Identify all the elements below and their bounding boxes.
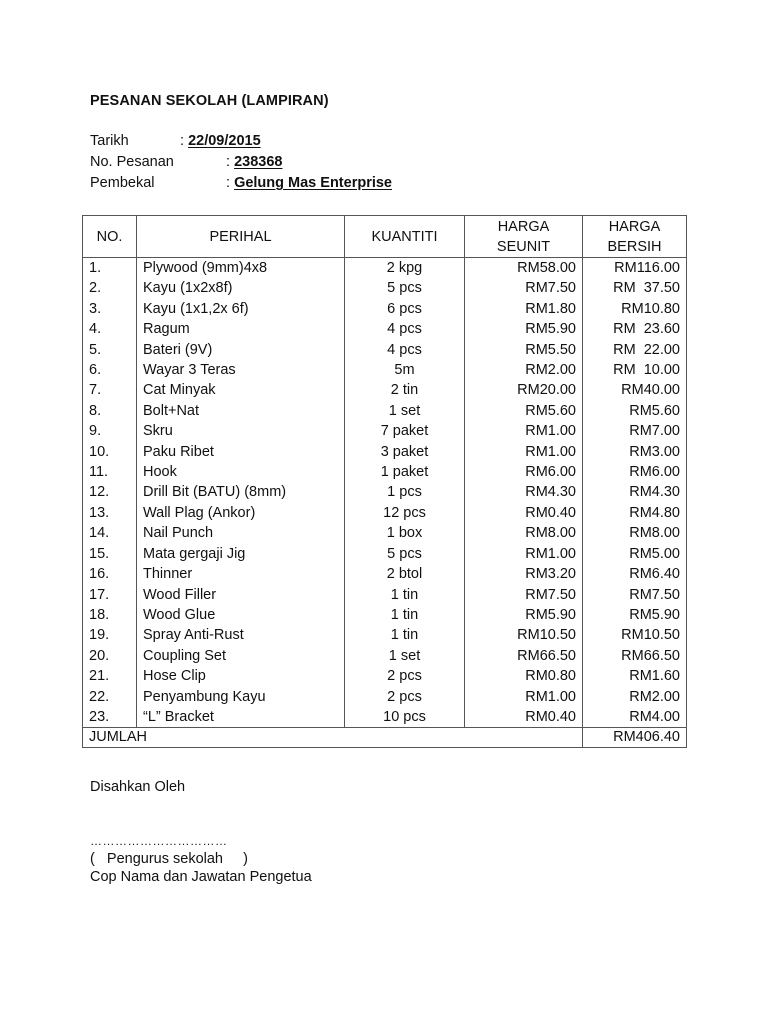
- cell-desc: Wood Filler: [137, 585, 345, 605]
- cell-net-price: RM5.60: [583, 401, 687, 421]
- cell-no: 6.: [83, 360, 137, 380]
- table-row: [83, 707, 687, 728]
- cell-no: 10.: [83, 442, 137, 462]
- cell-desc: Wall Plag (Ankor): [137, 503, 345, 523]
- cell-no: 3.: [83, 299, 137, 319]
- cell-unit-price: RM10.50: [465, 625, 583, 645]
- cell-desc: Hook: [137, 462, 345, 482]
- cell-desc: Kayu (1x1,2x 6f): [137, 299, 345, 319]
- table-row: [83, 258, 687, 279]
- date-value: 22/09/2015: [188, 133, 261, 149]
- approved-by-label: Disahkan Oleh: [90, 779, 186, 795]
- cell-qty: 1 set: [345, 401, 465, 421]
- cell-qty: 1 set: [345, 646, 465, 666]
- table-row: [83, 401, 687, 421]
- total-value: RM406.40: [583, 728, 687, 748]
- cell-unit-price: RM1.80: [465, 299, 583, 319]
- cell-desc: Drill Bit (BATU) (8mm): [137, 482, 345, 502]
- cell-unit-price: RM1.00: [465, 442, 583, 462]
- cell-qty: 5 pcs: [345, 544, 465, 564]
- items-table: [82, 215, 687, 748]
- cell-net-price: RM2.00: [583, 687, 687, 707]
- cell-no: 9.: [83, 421, 137, 441]
- cell-unit-price: RM5.90: [465, 319, 583, 339]
- table-row: [83, 605, 687, 625]
- cell-no: 15.: [83, 544, 137, 564]
- table-row: [83, 462, 687, 482]
- cell-desc: Cat Minyak: [137, 380, 345, 400]
- cell-qty: 2 pcs: [345, 687, 465, 707]
- cell-unit-price: RM66.50: [465, 646, 583, 666]
- cell-desc: Wood Glue: [137, 605, 345, 625]
- cell-unit-price: RM7.50: [465, 278, 583, 298]
- table-row: [83, 482, 687, 502]
- cell-net-price: RM10.80: [583, 299, 687, 319]
- header-unit-price-line1: HARGA: [497, 218, 550, 235]
- cell-qty: 6 pcs: [345, 299, 465, 319]
- cell-no: 4.: [83, 319, 137, 339]
- table-header-row: [83, 216, 687, 258]
- header-net-price-line2: BERSIH: [607, 238, 662, 255]
- cell-net-price: RM5.90: [583, 605, 687, 625]
- supplier-label: Pembekal: [90, 175, 155, 191]
- cell-desc: Paku Ribet: [137, 442, 345, 462]
- cell-net-price: RM4.80: [583, 503, 687, 523]
- cell-qty: 3 paket: [345, 442, 465, 462]
- cell-desc: Ragum: [137, 319, 345, 339]
- table-row: [83, 646, 687, 666]
- signature-line: ……………………………: [90, 834, 228, 848]
- cell-unit-price: RM5.90: [465, 605, 583, 625]
- header-no: NO.: [83, 216, 137, 258]
- cell-net-price: RM66.50: [583, 646, 687, 666]
- cell-net-price: RM1.60: [583, 666, 687, 686]
- signer-role: ( Pengurus sekolah ): [90, 851, 248, 867]
- cell-desc: Mata gergaji Jig: [137, 544, 345, 564]
- cell-desc: Skru: [137, 421, 345, 441]
- cell-qty: 1 tin: [345, 605, 465, 625]
- cell-unit-price: RM0.40: [465, 503, 583, 523]
- cell-qty: 1 paket: [345, 462, 465, 482]
- header-net-price-line1: HARGA: [608, 218, 661, 235]
- cell-net-price: RM7.50: [583, 585, 687, 605]
- cell-desc: Bolt+Nat: [137, 401, 345, 421]
- table-row: [83, 360, 687, 380]
- cell-unit-price: RM20.00: [465, 380, 583, 400]
- cell-desc: Plywood (9mm)4x8: [137, 258, 345, 279]
- cell-unit-price: RM58.00: [465, 258, 583, 279]
- total-row: [83, 728, 687, 748]
- cell-no: 13.: [83, 503, 137, 523]
- page-title: PESANAN SEKOLAH (LAMPIRAN): [90, 93, 329, 109]
- cell-net-price: RM5.00: [583, 544, 687, 564]
- cell-desc: Penyambung Kayu: [137, 687, 345, 707]
- table-row: [83, 299, 687, 319]
- table-row: [83, 687, 687, 707]
- cell-qty: 10 pcs: [345, 707, 465, 728]
- cell-net-price: RM4.00: [583, 707, 687, 728]
- cell-qty: 12 pcs: [345, 503, 465, 523]
- cell-qty: 1 box: [345, 523, 465, 543]
- table-row: [83, 278, 687, 298]
- cell-desc: Hose Clip: [137, 666, 345, 686]
- cell-net-price: RM4.30: [583, 482, 687, 502]
- table-row: [83, 380, 687, 400]
- date-label: Tarikh: [90, 133, 129, 149]
- cell-net-price: RM 10.00: [583, 360, 687, 380]
- cell-net-price: RM 22.00: [583, 340, 687, 360]
- cell-no: 18.: [83, 605, 137, 625]
- cell-unit-price: RM5.60: [465, 401, 583, 421]
- cell-qty: 1 tin: [345, 625, 465, 645]
- table-body: [83, 258, 687, 728]
- cell-qty: 5m: [345, 360, 465, 380]
- cell-unit-price: RM3.20: [465, 564, 583, 584]
- table-row: [83, 564, 687, 584]
- cell-unit-price: RM1.00: [465, 544, 583, 564]
- cell-desc: Bateri (9V): [137, 340, 345, 360]
- order-label: No. Pesanan: [90, 154, 174, 170]
- cell-net-price: RM 37.50: [583, 278, 687, 298]
- cell-net-price: RM40.00: [583, 380, 687, 400]
- cell-desc: Nail Punch: [137, 523, 345, 543]
- cell-net-price: RM 23.60: [583, 319, 687, 339]
- cell-no: 23.: [83, 707, 137, 728]
- cell-net-price: RM10.50: [583, 625, 687, 645]
- cell-desc: Wayar 3 Teras: [137, 360, 345, 380]
- cell-net-price: RM6.00: [583, 462, 687, 482]
- table-row: [83, 340, 687, 360]
- cell-qty: 2 kpg: [345, 258, 465, 279]
- table-row: [83, 442, 687, 462]
- cell-desc: Kayu (1x2x8f): [137, 278, 345, 298]
- date-value-wrap: : 22/09/2015: [180, 133, 261, 149]
- cell-unit-price: RM4.30: [465, 482, 583, 502]
- header-desc: PERIHAL: [137, 216, 345, 258]
- order-value: 238368: [234, 154, 283, 170]
- cell-qty: 4 pcs: [345, 340, 465, 360]
- stamp-note: Cop Nama dan Jawatan Pengetua: [90, 869, 312, 885]
- cell-no: 22.: [83, 687, 137, 707]
- cell-qty: 2 tin: [345, 380, 465, 400]
- cell-no: 7.: [83, 380, 137, 400]
- total-label: JUMLAH: [83, 728, 583, 748]
- cell-no: 12.: [83, 482, 137, 502]
- cell-unit-price: RM0.40: [465, 707, 583, 728]
- cell-qty: 4 pcs: [345, 319, 465, 339]
- cell-no: 20.: [83, 646, 137, 666]
- cell-desc: Coupling Set: [137, 646, 345, 666]
- cell-net-price: RM8.00: [583, 523, 687, 543]
- table-row: [83, 503, 687, 523]
- cell-qty: 1 tin: [345, 585, 465, 605]
- cell-unit-price: RM6.00: [465, 462, 583, 482]
- cell-no: 21.: [83, 666, 137, 686]
- cell-net-price: RM7.00: [583, 421, 687, 441]
- cell-unit-price: RM8.00: [465, 523, 583, 543]
- cell-unit-price: RM5.50: [465, 340, 583, 360]
- cell-no: 8.: [83, 401, 137, 421]
- header-qty: KUANTITI: [345, 216, 465, 258]
- cell-unit-price: RM1.00: [465, 421, 583, 441]
- table-row: [83, 585, 687, 605]
- cell-no: 1.: [83, 258, 137, 279]
- cell-net-price: RM6.40: [583, 564, 687, 584]
- cell-no: 14.: [83, 523, 137, 543]
- order-value-wrap: : 238368: [226, 154, 283, 170]
- table-row: [83, 666, 687, 686]
- cell-no: 11.: [83, 462, 137, 482]
- cell-qty: 5 pcs: [345, 278, 465, 298]
- cell-net-price: RM3.00: [583, 442, 687, 462]
- cell-no: 2.: [83, 278, 137, 298]
- header-unit-price-line2: SEUNIT: [496, 238, 551, 255]
- cell-unit-price: RM0.80: [465, 666, 583, 686]
- table-row: [83, 421, 687, 441]
- cell-desc: Thinner: [137, 564, 345, 584]
- supplier-value-wrap: : Gelung Mas Enterprise: [226, 175, 392, 191]
- cell-no: 5.: [83, 340, 137, 360]
- cell-no: 17.: [83, 585, 137, 605]
- table-row: [83, 523, 687, 543]
- cell-no: 19.: [83, 625, 137, 645]
- header-net-price: [583, 216, 687, 258]
- supplier-value: Gelung Mas Enterprise: [234, 175, 392, 191]
- cell-no: 16.: [83, 564, 137, 584]
- table-row: [83, 544, 687, 564]
- cell-unit-price: RM2.00: [465, 360, 583, 380]
- cell-net-price: RM116.00: [583, 258, 687, 279]
- table-row: [83, 319, 687, 339]
- table-row: [83, 625, 687, 645]
- cell-desc: Spray Anti-Rust: [137, 625, 345, 645]
- cell-qty: 7 paket: [345, 421, 465, 441]
- cell-unit-price: RM7.50: [465, 585, 583, 605]
- cell-qty: 1 pcs: [345, 482, 465, 502]
- cell-unit-price: RM1.00: [465, 687, 583, 707]
- cell-qty: 2 pcs: [345, 666, 465, 686]
- cell-desc: “L” Bracket: [137, 707, 345, 728]
- header-unit-price: [465, 216, 583, 258]
- cell-qty: 2 btol: [345, 564, 465, 584]
